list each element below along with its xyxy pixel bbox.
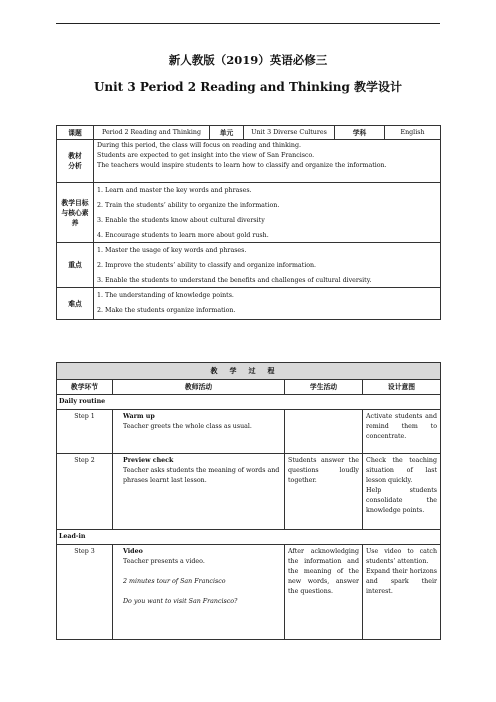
document-subtitle: Unit 3 Period 2 Reading and Thinking 教学设计	[93, 80, 403, 94]
subject-value: English	[385, 126, 441, 140]
teacher-activity: Warm up Teacher greets the whole class as usual.	[113, 410, 285, 454]
section-daily-routine: Daily routine	[57, 395, 441, 410]
step-label: Step 3	[57, 545, 113, 640]
goals-label: 教学目标与核心素养	[57, 183, 94, 243]
header-student-activity: 学生活动	[285, 380, 363, 395]
document-title: 新人教版（2019）英语必修三	[168, 53, 328, 67]
analysis-row	[57, 140, 441, 183]
subject-label: 学科	[335, 126, 385, 140]
design-intent: Activate students and remind them to concentrate.	[363, 410, 441, 454]
design-intent: Check the teaching situation of last lesson quickly. Help students consolidate the knowledge points.	[363, 454, 441, 530]
teacher-activity: Video Teacher presents a video. 2 minutes tour of San Francisco Do you want to visit San Francisco?	[113, 545, 285, 640]
step-label: Step 2	[57, 454, 113, 530]
header-teacher-activity: 教师活动	[113, 380, 285, 395]
header-stage: 教学环节	[57, 380, 113, 395]
lesson-info-table	[56, 125, 441, 320]
step-row	[57, 545, 441, 640]
step-row	[57, 410, 441, 454]
topic-value: Period 2 Reading and Thinking	[94, 126, 210, 140]
section-row	[57, 395, 441, 410]
difficult-points-text: 1. The understanding of knowledge points. 2. Make the students organize information.	[94, 288, 441, 320]
design-intent: Use video to catch students’ attention. Expand their horizons and spark their interest.	[363, 545, 441, 640]
key-points-row	[57, 243, 441, 288]
analysis-label: 教材分析	[57, 140, 94, 183]
difficult-points-label: 难点	[57, 288, 94, 320]
section-row	[57, 530, 441, 545]
teacher-activity: Preview check Teacher asks students the meaning of words and phrases learnt last lesson.	[113, 454, 285, 530]
process-band	[57, 363, 441, 380]
info-header-row	[57, 126, 441, 140]
process-column-headers	[57, 380, 441, 395]
goals-row	[57, 183, 441, 243]
goals-text: 1. Learn and master the key words and phrases. 2. Train the students’ ability to organize the information. 3. Enable the students know about cultural diversity 4. Encourage students to learn more about gold rush.	[94, 183, 441, 243]
key-points-label: 重点	[57, 243, 94, 288]
topic-label: 课题	[57, 126, 94, 140]
difficult-points-row	[57, 288, 441, 320]
student-activity: After acknowledging the information and the meaning of the new words, answer the questions.	[285, 545, 363, 640]
student-activity: Students answer the questions loudly together.	[285, 454, 363, 530]
key-points-text: 1. Master the usage of key words and phrases. 2. Improve the students’ ability to classify and organize information. 3. Enable the students to understand the benefits and challenges of cultural diversity.	[94, 243, 441, 288]
analysis-text: During this period, the class will focus on reading and thinking. Students are expected to get insight into the view of San Francisco. The teachers would inspire students to learn how to classify and organize the information.	[94, 140, 441, 183]
header-rule	[56, 23, 440, 24]
step-label: Step 1	[57, 410, 113, 454]
student-activity	[285, 410, 363, 454]
step-row	[57, 454, 441, 530]
unit-label: 单元	[210, 126, 244, 140]
header-design-intent: 设计意图	[363, 380, 441, 395]
unit-value: Unit 3 Diverse Cultures	[244, 126, 335, 140]
teaching-process-table	[56, 362, 441, 640]
section-lead-in: Lead-in	[57, 530, 441, 545]
process-title: 教学过程	[57, 363, 441, 380]
